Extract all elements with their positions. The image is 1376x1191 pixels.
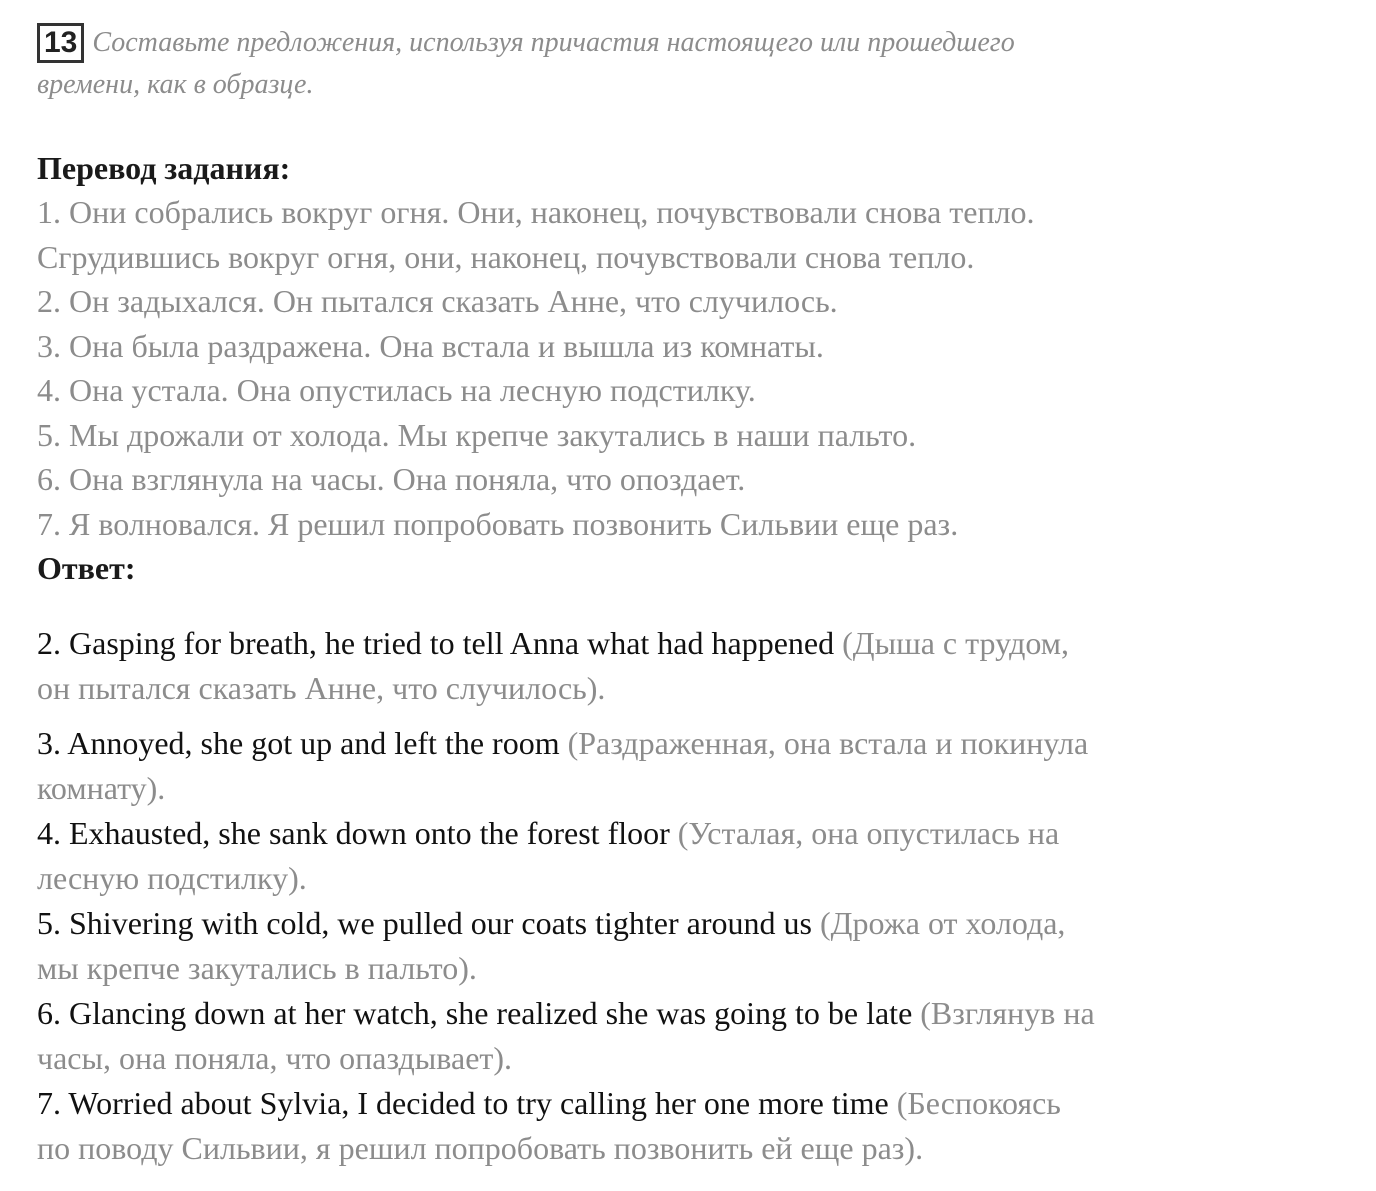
answer-russian-part-2: комнату). — [37, 770, 166, 806]
answer-english: 2. Gasping for breath, he tried to tell Anna what had happened — [37, 625, 835, 661]
answer-english: 7. Worried about Sylvia, I decided to try calling her one more time — [37, 1085, 889, 1121]
translation-list — [37, 190, 1347, 546]
answer-russian-part-1: (Дыша с трудом, — [842, 625, 1069, 661]
answer-russian-part-1: (Усталая, она опустилась на — [677, 815, 1060, 851]
answer-heading: Ответ: — [37, 550, 136, 586]
answer-russian-part-2: лесную подстилку). — [37, 860, 307, 896]
translation-heading: Перевод задания: — [37, 150, 291, 186]
answer-english: 4. Exhausted, she sank down onto the forest floor — [37, 815, 670, 851]
answer-russian-part-2: мы крепче закутались в пальто). — [37, 950, 477, 986]
answer-item — [37, 811, 1347, 901]
answer-item — [37, 721, 1347, 811]
answer-list — [37, 621, 1347, 1171]
answer-russian-part-2: часы, она поняла, что опаздывает). — [37, 1040, 513, 1076]
translation-line: 4. Она устала. Она опустилась на лесную подстилку. — [37, 372, 756, 408]
translation-line: Сгрудившись вокруг огня, они, наконец, почувствовали снова тепло. — [37, 238, 975, 275]
answer-item — [37, 901, 1347, 991]
task-instruction-line-1: Составьте предложения, используя причастия настоящего или прошедшего — [92, 27, 1015, 58]
task-header — [37, 22, 1347, 106]
answer-russian-part-1: (Дрожа от холода, — [819, 905, 1066, 941]
answer-english: 5. Shivering with cold, we pulled our coats tighter around us — [37, 905, 812, 941]
answer-russian-part-2: по поводу Сильвии, я решил попробовать позвонить ей еще раз). — [37, 1130, 924, 1166]
answer-russian-part-1: (Взглянув на — [920, 995, 1095, 1031]
task-instruction-line-2: времени, как в образце. — [37, 69, 314, 100]
translation-line: 3. Она была раздражена. Она встала и вышла из комнаты. — [37, 327, 824, 364]
document-page — [37, 22, 1347, 1171]
task-number-badge: 13 — [37, 23, 84, 63]
translation-line: 2. Он задыхался. Он пытался сказать Анне, что случилось. — [37, 283, 838, 319]
answer-item — [37, 991, 1347, 1081]
answer-russian-part-1: (Раздраженная, она встала и покинула — [567, 725, 1089, 761]
answer-item — [37, 1081, 1347, 1171]
translation-line: 5. Мы дрожали от холода. Мы крепче закутались в наши пальто. — [37, 416, 917, 453]
answer-english: 6. Glancing down at her watch, she realized she was going to be late — [37, 995, 913, 1031]
answer-russian-part-2: он пытался сказать Анне, что случилось). — [37, 670, 606, 706]
answer-english: 3. Annoyed, she got up and left the room — [37, 725, 560, 761]
answer-russian-part-1: (Беспокоясь — [896, 1085, 1061, 1121]
translation-line: 7. Я волновался. Я решил попробовать позвонить Сильвии еще раз. — [37, 505, 959, 542]
answer-item — [37, 621, 1347, 711]
translation-line: 1. Они собрались вокруг огня. Они, наконец, почувствовали снова тепло. — [37, 194, 1035, 230]
translation-line: 6. Она взглянула на часы. Она поняла, что опоздает. — [37, 461, 746, 497]
